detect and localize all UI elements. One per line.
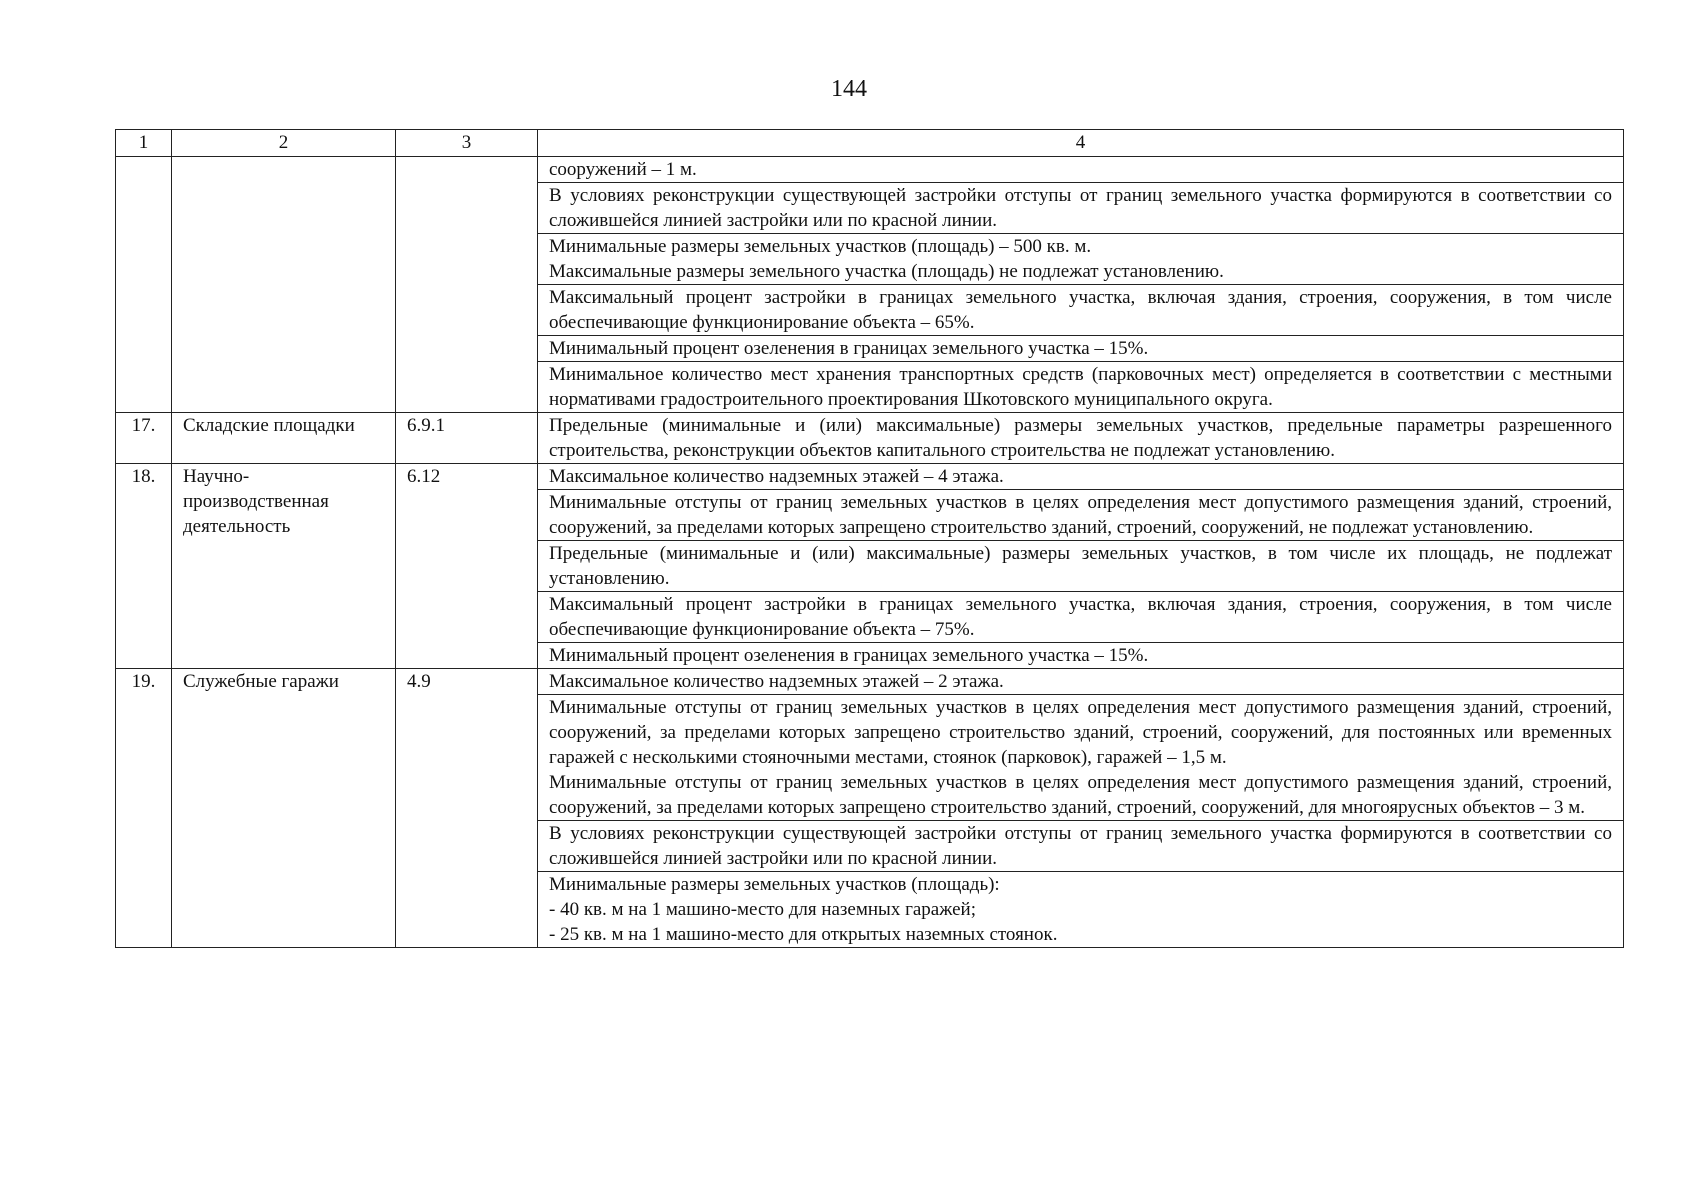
land-use-name-cell: Служебные гаражи [172, 669, 396, 948]
regulation-text: - 25 кв. м на 1 машино-место для открытых наземных стоянок. [549, 924, 1058, 945]
land-use-name-cell: Научно-производственная деятельность [172, 464, 396, 669]
regulation-text: Предельные (минимальные и (или) максимальные) размеры земельных участков, в том числе их площадь, не подлежат установлению. [549, 543, 1612, 589]
regulation-text-cell [538, 157, 1624, 183]
regulation-text: В условиях реконструкции существующей застройки отступы от границ земельного участка формируются в соответствии со сложившейся линией застройки или по красной линии. [549, 185, 1612, 231]
regulation-text-cell [538, 669, 1624, 695]
regulation-text: Максимальные размеры земельного участка (площадь) не подлежат установлению. [549, 261, 1224, 282]
regulation-text: сооружений – 1 м. [549, 159, 697, 180]
row-number-cell: 19. [116, 669, 172, 948]
regulation-text-cell [538, 362, 1624, 413]
regulation-text-cell [538, 336, 1624, 362]
land-use-code-cell [396, 157, 538, 413]
regulation-text: Максимальное количество надземных этажей – 4 этажа. [549, 466, 1004, 487]
regulation-text-cell [538, 695, 1624, 821]
regulation-text: Минимальный процент озеленения в границах земельного участка – 15%. [549, 338, 1149, 359]
land-use-name-cell [172, 157, 396, 413]
table-row [116, 157, 1624, 183]
regulation-text-cell [538, 541, 1624, 592]
column-header: 2 [172, 130, 396, 157]
regulation-text: Минимальные отступы от границ земельных участков в целях определения мест допустимого размещения зданий, строений, сооружений, за пределами которых запрещено строительство зданий, строений, сооружений, не подлежат установлению. [549, 492, 1612, 538]
regulation-text: Минимальные отступы от границ земельных участков в целях определения мест допустимого размещения зданий, строений, сооружений, за пределами которых запрещено строительство зданий, строений, сооружений, для многоярусных объектов – 3 м. [549, 772, 1612, 818]
regulation-text: Минимальный процент озеленения в границах земельного участка – 15%. [549, 645, 1149, 666]
regulation-text-cell [538, 490, 1624, 541]
regulation-text-cell [538, 285, 1624, 336]
regulation-text-cell [538, 592, 1624, 643]
land-use-code-cell: 4.9 [396, 669, 538, 948]
land-use-code-cell: 6.9.1 [396, 413, 538, 464]
regulation-text: Максимальный процент застройки в границах земельного участка, включая здания, строения, сооружения, в том числе обеспечивающие функционирование объекта – 75%. [549, 594, 1612, 640]
regulation-text: В условиях реконструкции существующей застройки отступы от границ земельного участка формируются в соответствии со сложившейся линией застройки или по красной линии. [549, 823, 1612, 869]
regulation-text: Предельные (минимальные и (или) максимальные) размеры земельных участков, предельные параметры разрешенного строительства, реконструкции объектов капитального строительства не подлежат установлению. [549, 415, 1612, 461]
row-number-cell: 17. [116, 413, 172, 464]
row-number-cell: 18. [116, 464, 172, 669]
regulation-text-cell [538, 413, 1624, 464]
regulation-table [115, 129, 1624, 948]
regulation-text: - 40 кв. м на 1 машино-место для наземных гаражей; [549, 899, 976, 920]
regulation-text: Минимальные размеры земельных участков (площадь): [549, 874, 1000, 895]
page-number: 144 [831, 76, 867, 102]
land-use-name-cell: Складские площадки [172, 413, 396, 464]
regulation-text-cell [538, 464, 1624, 490]
regulation-text: Максимальное количество надземных этажей – 2 этажа. [549, 671, 1004, 692]
column-header: 4 [538, 130, 1624, 157]
table-row [116, 413, 1624, 464]
regulation-text-cell [538, 183, 1624, 234]
regulation-text: Минимальное количество мест хранения транспортных средств (парковочных мест) определяется в соответствии с местными нормативами градостроительного проектирования Шкотовского муниципального округа. [549, 364, 1612, 410]
column-header: 1 [116, 130, 172, 157]
regulation-text-cell [538, 234, 1624, 285]
regulation-text-cell [538, 872, 1624, 948]
table-row [116, 464, 1624, 490]
regulation-text: Максимальный процент застройки в границах земельного участка, включая здания, строения, сооружения, в том числе обеспечивающие функционирование объекта – 65%. [549, 287, 1612, 333]
regulation-text: Минимальные размеры земельных участков (площадь) – 500 кв. м. [549, 236, 1092, 257]
regulation-text-cell [538, 643, 1624, 669]
table-row [116, 669, 1624, 695]
regulation-text: Минимальные отступы от границ земельных участков в целях определения мест допустимого размещения зданий, строений, сооружений, за пределами которых запрещено строительство зданий, строений, сооружений, для постоянных или временных гаражей с несколькими стояночными местами, стоянок (парковок), гаражей – 1,5 м. [549, 697, 1612, 768]
column-header: 3 [396, 130, 538, 157]
row-number-cell [116, 157, 172, 413]
header-row [116, 130, 1624, 157]
land-use-code-cell: 6.12 [396, 464, 538, 669]
regulation-text-cell [538, 821, 1624, 872]
